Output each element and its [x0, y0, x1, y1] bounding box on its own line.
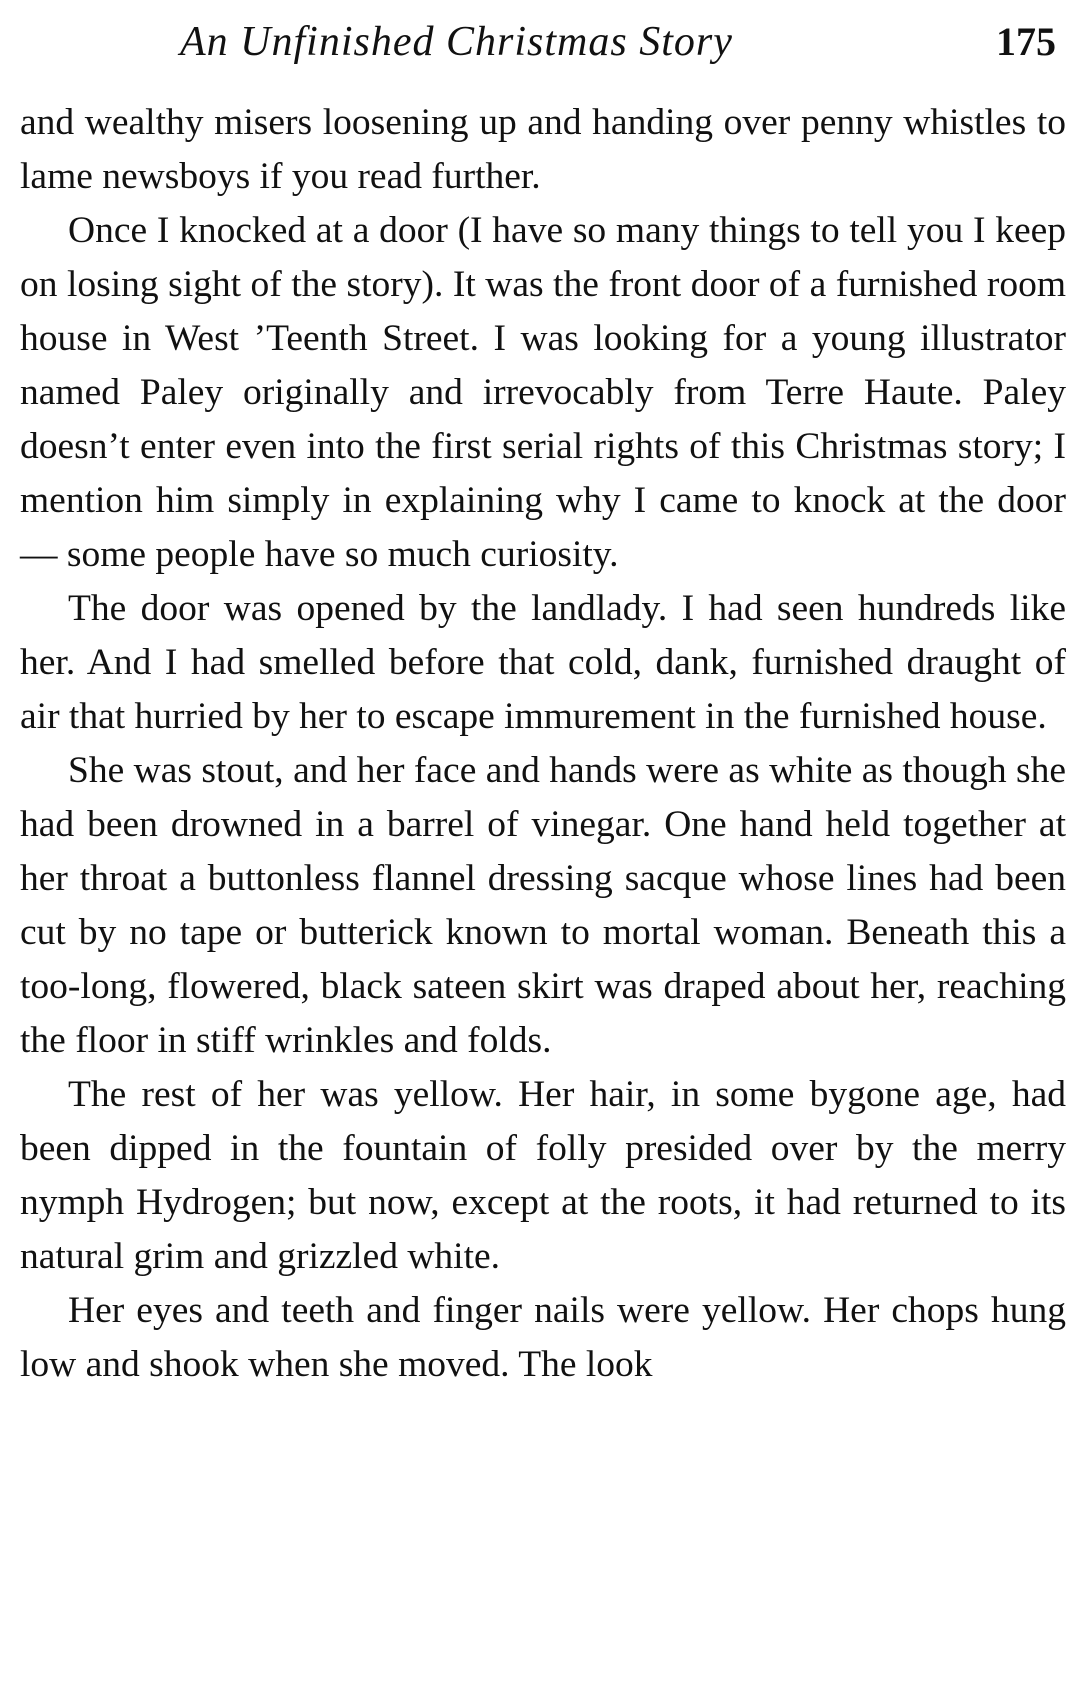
paragraph: She was stout, and her face and hands were as white as though she had been drowned in a barrel of vinegar. One hand held together at her throat a buttonless flannel dressing sacque whose lines had been cut by no tape or butterick known to mortal woman. Beneath this a too-long, flowered, black sateen skirt was draped about her, reaching the floor in stiff wrinkles and folds. [20, 750, 1066, 1061]
paragraph: The door was opened by the landlady. I had seen hundreds like her. And I had smelled before that cold, dank, furnished draught of air that hurried by her to escape immurement in the furnished house. [20, 588, 1066, 737]
paragraph: Once I knocked at a door (I have so many things to tell you I keep on losing sight of the story). It was the front door of a furnished room house in West ’Teenth Street. I was looking for a young illustrator named Paley originally and irrevocably from Terre Haute. Paley doesn’t enter even into the first serial rights of this Christmas story; I mention him simply in explaining why I came to knock at the door — some people have so much curiosity. [20, 210, 1066, 575]
page-number: 175 [996, 19, 1056, 64]
running-title: An Unfinished Christmas Story [180, 19, 733, 65]
paragraph: Her eyes and teeth and finger nails were yellow. Her chops hung low and shook when she moved. The look [20, 1290, 1066, 1385]
body-text [20, 96, 1066, 1392]
paragraph: The rest of her was yellow. Her hair, in some bygone age, had been dipped in the fountain of folly presided over by the merry nymph Hydrogen; but now, except at the roots, it had returned to its natural grim and grizzled white. [20, 1074, 1066, 1277]
book-page [20, 0, 1066, 1692]
paragraph: and wealthy misers loosening up and handing over penny whistles to lame newsboys if you read further. [20, 102, 1066, 197]
page-header [20, 0, 1066, 84]
